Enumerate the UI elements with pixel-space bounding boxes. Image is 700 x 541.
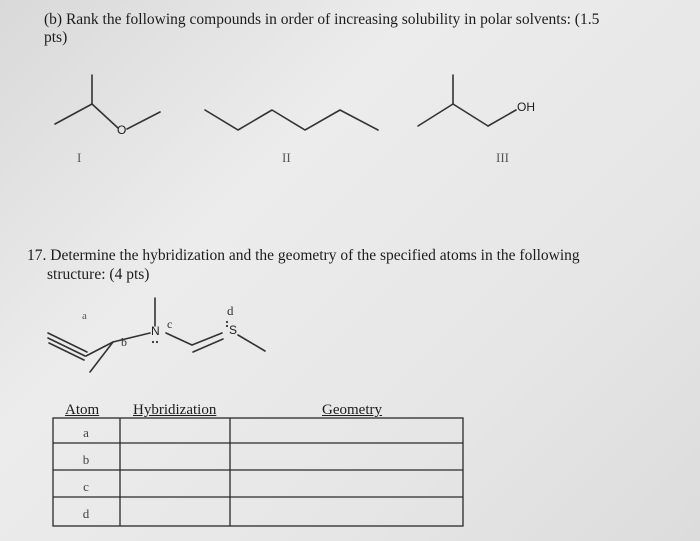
table-cell-geometry-d[interactable] xyxy=(231,498,462,525)
table-cell-geometry-a[interactable] xyxy=(231,419,462,442)
header-geometry: Geometry xyxy=(322,402,382,418)
sulfur-atom: S xyxy=(229,323,238,337)
question-b-line1: (b) Rank the following compounds in order of increasing solubility in polar solvents: (1.5 xyxy=(44,11,600,28)
structure-label-b: b xyxy=(121,335,127,349)
table-cell-geometry-b[interactable] xyxy=(231,444,462,469)
structure-label-c: c xyxy=(167,317,173,331)
compound-2-label: II xyxy=(282,150,291,165)
header-hybridization: Hybridization xyxy=(133,402,217,418)
table-row-atom-d: d xyxy=(82,506,90,521)
table-cell-hybridization-a[interactable] xyxy=(121,419,229,442)
table-cell-geometry-c[interactable] xyxy=(231,471,462,496)
table-cell-hybridization-b[interactable] xyxy=(121,444,229,469)
nitrogen-atom: N xyxy=(151,324,160,338)
structure-label-d: d xyxy=(227,303,234,318)
table-row-atom-a: a xyxy=(83,425,89,440)
question-b-line2: pts) xyxy=(44,29,68,46)
compound-3-oh: OH xyxy=(517,100,535,114)
header-atom: Atom xyxy=(65,402,100,418)
compound-1-label: I xyxy=(77,150,82,165)
question-17-line2: structure: (4 pts) xyxy=(47,266,150,283)
table-cell-hybridization-d[interactable] xyxy=(121,498,229,525)
table-row-atom-b: b xyxy=(82,452,90,467)
compound-3-label: III xyxy=(496,150,509,165)
question-17-line1: 17. Determine the hybridization and the geometry of the specified atoms in the following xyxy=(27,247,580,264)
table-row-atom-c: c xyxy=(83,479,89,494)
structure-label-a: a xyxy=(82,310,87,322)
table-cell-hybridization-c[interactable] xyxy=(121,471,229,496)
compound-1-oxygen: O xyxy=(117,123,127,137)
